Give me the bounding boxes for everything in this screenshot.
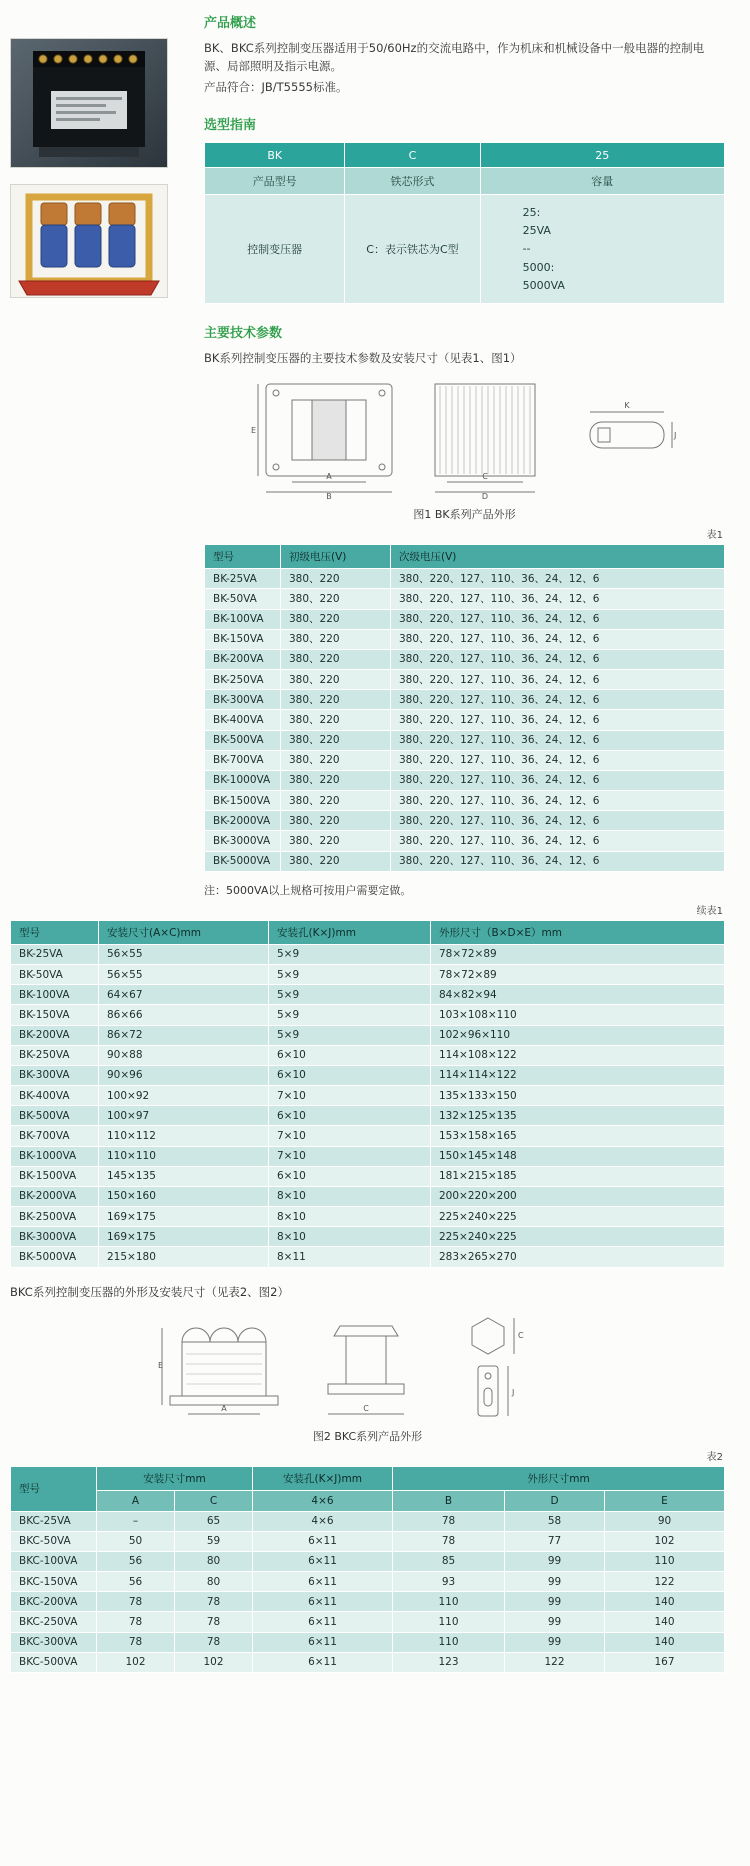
table-cell: 181×215×185 bbox=[431, 1166, 725, 1186]
text-line: 25: bbox=[522, 206, 541, 220]
table2-subheader-hole: 4×6 bbox=[253, 1490, 393, 1511]
table-cell: 380、220 bbox=[281, 629, 391, 649]
table-cell: 380、220、127、110、36、24、12、6 bbox=[391, 649, 725, 669]
table-cell: 56 bbox=[97, 1551, 175, 1571]
table-cell: 6×11 bbox=[253, 1652, 393, 1672]
table-row bbox=[11, 1551, 725, 1571]
table-cell: 8×11 bbox=[269, 1247, 431, 1267]
table-row bbox=[11, 1531, 725, 1551]
table-cell: 56 bbox=[97, 1572, 175, 1592]
selection-label-model: 产品型号 bbox=[205, 168, 345, 195]
table-row bbox=[11, 1146, 725, 1166]
table1-cont-header-row bbox=[11, 920, 725, 944]
table1-body bbox=[205, 569, 725, 872]
table-cell: 225×240×225 bbox=[431, 1207, 725, 1227]
table1-cont-body bbox=[11, 944, 725, 1267]
table-row bbox=[205, 690, 725, 710]
top-section bbox=[10, 12, 725, 898]
table-cell: BKC-150VA bbox=[11, 1572, 97, 1592]
table-cell: BK-500VA bbox=[205, 730, 281, 750]
table-cell: 150×145×148 bbox=[431, 1146, 725, 1166]
table-cell: 6×10 bbox=[269, 1166, 431, 1186]
table-cell: BK-5000VA bbox=[205, 851, 281, 871]
fig2-dim-e-label: E bbox=[157, 1360, 163, 1370]
table-cell: 380、220、127、110、36、24、12、6 bbox=[391, 569, 725, 589]
table-row bbox=[205, 730, 725, 750]
table-row bbox=[205, 851, 725, 871]
fig1-dim-j-label: J bbox=[673, 431, 676, 441]
table-cell: 85 bbox=[393, 1551, 505, 1571]
table-cell: 77 bbox=[505, 1531, 605, 1551]
table-cell: 90×96 bbox=[99, 1065, 269, 1085]
section-title-tech-params: 主要技术参数 bbox=[204, 326, 283, 342]
selection-code-capacity: 25 bbox=[480, 143, 724, 168]
selection-code-core: C bbox=[345, 143, 480, 168]
selection-value-capacity bbox=[480, 195, 724, 304]
table-cell: 50 bbox=[97, 1531, 175, 1551]
table-cell: BK-700VA bbox=[11, 1126, 99, 1146]
table-cell: 380、220 bbox=[281, 670, 391, 690]
table2-label: 表2 bbox=[706, 1451, 723, 1463]
table-cell: 380、220 bbox=[281, 589, 391, 609]
table2-subheader-e: E bbox=[605, 1490, 725, 1511]
product-photos-column bbox=[10, 12, 168, 314]
main-content-column bbox=[204, 12, 725, 898]
fig2-dim-a-label: A bbox=[220, 1403, 227, 1413]
table-cell: 103×108×110 bbox=[431, 1005, 725, 1025]
table-row bbox=[11, 1572, 725, 1592]
cont-header-mounting-hole: 安装孔(K×J)mm bbox=[269, 920, 431, 944]
table-cell: 58 bbox=[505, 1511, 605, 1531]
table-cell: 110 bbox=[393, 1592, 505, 1612]
table-cell: 84×82×94 bbox=[431, 985, 725, 1005]
table-cell: 6×11 bbox=[253, 1531, 393, 1551]
table-cell: BK-250VA bbox=[205, 670, 281, 690]
capacity-range-lines bbox=[523, 204, 722, 295]
table-row bbox=[11, 1207, 725, 1227]
section-title-overview: 产品概述 bbox=[204, 16, 257, 31]
table-cell: 140 bbox=[605, 1612, 725, 1632]
table-row bbox=[205, 649, 725, 669]
table-cell: 150×160 bbox=[99, 1186, 269, 1206]
table-cell: 93 bbox=[393, 1572, 505, 1592]
table-cell: 99 bbox=[505, 1632, 605, 1652]
table-cell: 215×180 bbox=[99, 1247, 269, 1267]
figure1-caption: 图1 BK系列产品外形 bbox=[413, 508, 516, 522]
table-cell: BK-50VA bbox=[11, 965, 99, 985]
selection-value-model: 控制变压器 bbox=[205, 195, 345, 304]
table-row bbox=[11, 1065, 725, 1085]
table-cell: 78×72×89 bbox=[431, 965, 725, 985]
table2-body bbox=[11, 1511, 725, 1672]
figure2 bbox=[10, 1310, 725, 1426]
table-cell: 380、220 bbox=[281, 710, 391, 730]
fig1-dim-d-label: D bbox=[481, 492, 488, 501]
selection-code-row bbox=[205, 143, 725, 168]
table-cell: – bbox=[97, 1511, 175, 1531]
text-line: 5000: bbox=[522, 260, 555, 274]
table-cell: 380、220、127、110、36、24、12、6 bbox=[391, 791, 725, 811]
table-row bbox=[205, 811, 725, 831]
table-row bbox=[11, 1652, 725, 1672]
table-cell: 90 bbox=[605, 1511, 725, 1531]
table-cell: 6×11 bbox=[253, 1632, 393, 1652]
table-cell: 6×11 bbox=[253, 1572, 393, 1592]
table-row bbox=[11, 1511, 725, 1531]
table-cell: 56×55 bbox=[99, 944, 269, 964]
table-cell: BKC-25VA bbox=[11, 1511, 97, 1531]
table-cell: 5×9 bbox=[269, 944, 431, 964]
table-cell: 380、220、127、110、36、24、12、6 bbox=[391, 811, 725, 831]
table-cell: 99 bbox=[505, 1592, 605, 1612]
table-cell: 110 bbox=[605, 1551, 725, 1571]
table1-cont-label: 续表1 bbox=[696, 905, 723, 917]
table-cell: BKC-300VA bbox=[11, 1632, 97, 1652]
product-photo-bkc bbox=[10, 184, 168, 298]
table-row bbox=[11, 1166, 725, 1186]
table-cell: 7×10 bbox=[269, 1146, 431, 1166]
table-cell: 6×11 bbox=[253, 1551, 393, 1571]
figure1 bbox=[204, 378, 725, 504]
table-row bbox=[11, 1632, 725, 1652]
table-cell: 135×133×150 bbox=[431, 1086, 725, 1106]
table-cell: 380、220、127、110、36、24、12、6 bbox=[391, 710, 725, 730]
table-row bbox=[11, 1247, 725, 1267]
table-cell: 169×175 bbox=[99, 1227, 269, 1247]
table-cell: 123 bbox=[393, 1652, 505, 1672]
table2-group-mounting-hole: 安装孔(K×J)mm bbox=[253, 1466, 393, 1490]
table-row bbox=[11, 1045, 725, 1065]
fig2-dim-c2-label: C bbox=[517, 1330, 524, 1340]
table-cell: BK-2500VA bbox=[11, 1207, 99, 1227]
table-cell: 380、220、127、110、36、24、12、6 bbox=[391, 851, 725, 871]
table-cell: 132×125×135 bbox=[431, 1106, 725, 1126]
table2-header-model: 型号 bbox=[11, 1466, 97, 1511]
table1-header-row bbox=[205, 545, 725, 569]
table-cell: 100×97 bbox=[99, 1106, 269, 1126]
table-cell: BK-150VA bbox=[205, 629, 281, 649]
table-cell: 78 bbox=[175, 1612, 253, 1632]
table-cell: BK-2000VA bbox=[11, 1186, 99, 1206]
table-cell: 78 bbox=[393, 1511, 505, 1531]
figure2-drawing bbox=[158, 1310, 578, 1422]
table-cell: 380、220、127、110、36、24、12、6 bbox=[391, 750, 725, 770]
selection-value-row bbox=[205, 195, 725, 304]
selection-label-row bbox=[205, 168, 725, 195]
table-cell: BK-25VA bbox=[205, 569, 281, 589]
table-row bbox=[205, 831, 725, 851]
table-cell: BK-100VA bbox=[11, 985, 99, 1005]
table-cell: BKC-200VA bbox=[11, 1592, 97, 1612]
table-cell: BK-5000VA bbox=[11, 1247, 99, 1267]
table-row bbox=[205, 710, 725, 730]
section-title-selection-guide: 选型指南 bbox=[204, 118, 257, 134]
table2-group-mounting-size: 安装尺寸mm bbox=[97, 1466, 253, 1490]
custom-order-note: 注：5000VA以上规格可按用户需要定做。 bbox=[204, 883, 412, 897]
table-cell: 110×112 bbox=[99, 1126, 269, 1146]
table-cell: 99 bbox=[505, 1612, 605, 1632]
table2-bkc-dimensions bbox=[10, 1466, 725, 1673]
table-cell: 8×10 bbox=[269, 1227, 431, 1247]
table-cell: BK-400VA bbox=[11, 1086, 99, 1106]
table-cell: BK-2000VA bbox=[205, 811, 281, 831]
table-cell: BK-700VA bbox=[205, 750, 281, 770]
table-cell: BK-500VA bbox=[11, 1106, 99, 1126]
fig2-dim-j-label: J bbox=[511, 1387, 514, 1397]
table2-sub-header-row bbox=[11, 1490, 725, 1511]
table-cell: BK-100VA bbox=[205, 609, 281, 629]
table-cell: 8×10 bbox=[269, 1186, 431, 1206]
table-cell: 5×9 bbox=[269, 1025, 431, 1045]
table-cell: BK-300VA bbox=[205, 690, 281, 710]
table-row bbox=[205, 770, 725, 790]
table-cell: 99 bbox=[505, 1572, 605, 1592]
table-cell: BK-1000VA bbox=[11, 1146, 99, 1166]
table-cell: 78 bbox=[175, 1632, 253, 1652]
table-cell: BKC-50VA bbox=[11, 1531, 97, 1551]
table-row bbox=[205, 670, 725, 690]
table-cell: BK-50VA bbox=[205, 589, 281, 609]
table-cell: 169×175 bbox=[99, 1207, 269, 1227]
table-cell: 380、220 bbox=[281, 770, 391, 790]
fig1-dim-b-label: B bbox=[325, 492, 332, 501]
text-line: 25VA bbox=[522, 224, 551, 238]
table-cell: 78 bbox=[97, 1612, 175, 1632]
table-cell: 78 bbox=[175, 1592, 253, 1612]
table-cell: BK-1500VA bbox=[205, 791, 281, 811]
table-cell: BK-250VA bbox=[11, 1045, 99, 1065]
table1-label: 表1 bbox=[706, 530, 723, 542]
table-row bbox=[11, 985, 725, 1005]
table-cell: BK-400VA bbox=[205, 710, 281, 730]
table-cell: BK-1500VA bbox=[11, 1166, 99, 1186]
table-cell: 80 bbox=[175, 1551, 253, 1571]
table-cell: 110 bbox=[393, 1612, 505, 1632]
table-cell: 102×96×110 bbox=[431, 1025, 725, 1045]
bkc-intro: BKC系列控制变压器的外形及安装尺寸（见表2、图2） bbox=[10, 1284, 289, 1299]
table-cell: 78 bbox=[97, 1632, 175, 1652]
product-photo-bk bbox=[10, 38, 168, 168]
selection-value-core: C：表示铁芯为C型 bbox=[345, 195, 480, 304]
table-cell: 5×9 bbox=[269, 965, 431, 985]
table-cell: 167 bbox=[605, 1652, 725, 1672]
table-cell: 6×11 bbox=[253, 1592, 393, 1612]
table-cell: 200×220×200 bbox=[431, 1186, 725, 1206]
fig2-dim-c-label: C bbox=[362, 1403, 369, 1413]
table-row bbox=[11, 1086, 725, 1106]
table-cell: 8×10 bbox=[269, 1207, 431, 1227]
table-cell: 90×88 bbox=[99, 1045, 269, 1065]
table-row bbox=[11, 1612, 725, 1632]
table-cell: 110 bbox=[393, 1632, 505, 1652]
table-cell: 140 bbox=[605, 1592, 725, 1612]
fig1-dim-e-label: E bbox=[250, 426, 256, 436]
table-row bbox=[205, 609, 725, 629]
table-cell: 380、220 bbox=[281, 851, 391, 871]
table-row bbox=[11, 1227, 725, 1247]
table-cell: 114×108×122 bbox=[431, 1045, 725, 1065]
table-cell: 380、220 bbox=[281, 690, 391, 710]
fig1-dim-k-label: K bbox=[623, 401, 630, 411]
table-cell: 65 bbox=[175, 1511, 253, 1531]
table-cell: 380、220 bbox=[281, 791, 391, 811]
table-cell: 110×110 bbox=[99, 1146, 269, 1166]
table-cell: 380、220、127、110、36、24、12、6 bbox=[391, 730, 725, 750]
table-cell: 380、220、127、110、36、24、12、6 bbox=[391, 609, 725, 629]
table-cell: 153×158×165 bbox=[431, 1126, 725, 1146]
table-cell: BK-300VA bbox=[11, 1065, 99, 1085]
table-cell: BK-150VA bbox=[11, 1005, 99, 1025]
text-line: -- bbox=[522, 242, 531, 256]
table-cell: 59 bbox=[175, 1531, 253, 1551]
table-cell: 78 bbox=[97, 1592, 175, 1612]
table-cell: BK-25VA bbox=[11, 944, 99, 964]
table-cell: 78 bbox=[393, 1531, 505, 1551]
table-cell: 380、220、127、110、36、24、12、6 bbox=[391, 589, 725, 609]
table-cell: BKC-100VA bbox=[11, 1551, 97, 1571]
table-cell: 100×92 bbox=[99, 1086, 269, 1106]
table-cell: 86×66 bbox=[99, 1005, 269, 1025]
table1-header-secondary-voltage: 次级电压(V) bbox=[391, 545, 725, 569]
table-cell: 380、220 bbox=[281, 750, 391, 770]
overview-text: BK、BKC系列控制变压器适用于50/60Hz的交流电路中，作为机床和机械设备中一般电器的控制电源、局部照明及指示电源。 bbox=[204, 41, 705, 73]
table-cell: 78×72×89 bbox=[431, 944, 725, 964]
table-cell: 380、220 bbox=[281, 831, 391, 851]
table-row bbox=[205, 791, 725, 811]
table-cell: BK-3000VA bbox=[205, 831, 281, 851]
table-cell: BK-200VA bbox=[11, 1025, 99, 1045]
table-cell: 380、220 bbox=[281, 649, 391, 669]
table-cell: 102 bbox=[605, 1531, 725, 1551]
table-cell: 380、220 bbox=[281, 730, 391, 750]
table-cell: 56×55 bbox=[99, 965, 269, 985]
table-cell: BK-3000VA bbox=[11, 1227, 99, 1247]
cont-header-model: 型号 bbox=[11, 920, 99, 944]
selection-guide-table bbox=[204, 142, 725, 304]
selection-code-series: BK bbox=[205, 143, 345, 168]
table2-subheader-a: A bbox=[97, 1490, 175, 1511]
table-cell: BKC-250VA bbox=[11, 1612, 97, 1632]
table-cell: 6×10 bbox=[269, 1065, 431, 1085]
table-cell: 380、220、127、110、36、24、12、6 bbox=[391, 831, 725, 851]
table-cell: 7×10 bbox=[269, 1126, 431, 1146]
table-cell: 114×114×122 bbox=[431, 1065, 725, 1085]
table-row bbox=[11, 1025, 725, 1045]
figure2-caption: 图2 BKC系列产品外形 bbox=[312, 1429, 423, 1443]
cont-header-outline-size: 外形尺寸（B×D×E）mm bbox=[431, 920, 725, 944]
table-cell: 380、220、127、110、36、24、12、6 bbox=[391, 770, 725, 790]
table-row bbox=[11, 1186, 725, 1206]
bkc-transformer-photo-image bbox=[11, 185, 167, 297]
table-row bbox=[205, 589, 725, 609]
table-cell: BK-200VA bbox=[205, 649, 281, 669]
table-cell: 6×11 bbox=[253, 1612, 393, 1632]
table-cell: 380、220 bbox=[281, 569, 391, 589]
table-cell: 122 bbox=[505, 1652, 605, 1672]
table1-voltages bbox=[204, 544, 725, 872]
selection-label-core-type: 铁芯形式 bbox=[345, 168, 480, 195]
table-cell: 145×135 bbox=[99, 1166, 269, 1186]
table2-subheader-c: C bbox=[175, 1490, 253, 1511]
text-line: 5000VA bbox=[522, 278, 565, 292]
table-cell: BK-1000VA bbox=[205, 770, 281, 790]
table-cell: 99 bbox=[505, 1551, 605, 1571]
table-cell: 380、220、127、110、36、24、12、6 bbox=[391, 670, 725, 690]
overview-standard: 产品符合：JB/T5555标准。 bbox=[204, 79, 348, 94]
table-row bbox=[11, 1592, 725, 1612]
table-cell: 225×240×225 bbox=[431, 1227, 725, 1247]
table-row bbox=[205, 750, 725, 770]
table1-header-model: 型号 bbox=[205, 545, 281, 569]
table-cell: BKC-500VA bbox=[11, 1652, 97, 1672]
table-cell: 140 bbox=[605, 1632, 725, 1652]
table-cell: 380、220、127、110、36、24、12、6 bbox=[391, 690, 725, 710]
table-cell: 283×265×270 bbox=[431, 1247, 725, 1267]
table2-subheader-b: B bbox=[393, 1490, 505, 1511]
table-cell: 6×10 bbox=[269, 1106, 431, 1126]
table-row bbox=[11, 1106, 725, 1126]
table-cell: 5×9 bbox=[269, 985, 431, 1005]
table-row bbox=[205, 629, 725, 649]
table1-continued-dimensions bbox=[10, 920, 725, 1268]
table-cell: 7×10 bbox=[269, 1086, 431, 1106]
table-cell: 380、220 bbox=[281, 811, 391, 831]
table-row bbox=[11, 944, 725, 964]
table-cell: 380、220 bbox=[281, 609, 391, 629]
table2-group-outline-size: 外形尺寸mm bbox=[393, 1466, 725, 1490]
table-cell: 86×72 bbox=[99, 1025, 269, 1045]
fig1-dim-a-label: A bbox=[325, 472, 332, 482]
table1-header-primary-voltage: 初级电压(V) bbox=[281, 545, 391, 569]
table-cell: 102 bbox=[175, 1652, 253, 1672]
table-cell: 4×6 bbox=[253, 1511, 393, 1531]
table-cell: 102 bbox=[97, 1652, 175, 1672]
table-row bbox=[205, 569, 725, 589]
table-row bbox=[11, 1126, 725, 1146]
figure1-drawing bbox=[250, 378, 680, 500]
table-cell: 80 bbox=[175, 1572, 253, 1592]
table-cell: 380、220、127、110、36、24、12、6 bbox=[391, 629, 725, 649]
cont-header-mounting-size: 安装尺寸(A×C)mm bbox=[99, 920, 269, 944]
table2-subheader-d: D bbox=[505, 1490, 605, 1511]
tech-intro: BK系列控制变压器的主要技术参数及安装尺寸（见表1、图1） bbox=[204, 351, 522, 366]
table-cell: 122 bbox=[605, 1572, 725, 1592]
selection-label-capacity: 容量 bbox=[480, 168, 724, 195]
table-cell: 64×67 bbox=[99, 985, 269, 1005]
fig1-dim-c-label: C bbox=[481, 472, 488, 482]
table2-group-header-row bbox=[11, 1466, 725, 1490]
table-cell: 6×10 bbox=[269, 1045, 431, 1065]
table-row bbox=[11, 1005, 725, 1025]
table-cell: 5×9 bbox=[269, 1005, 431, 1025]
table-row bbox=[11, 965, 725, 985]
bk-transformer-photo-image bbox=[11, 39, 167, 167]
